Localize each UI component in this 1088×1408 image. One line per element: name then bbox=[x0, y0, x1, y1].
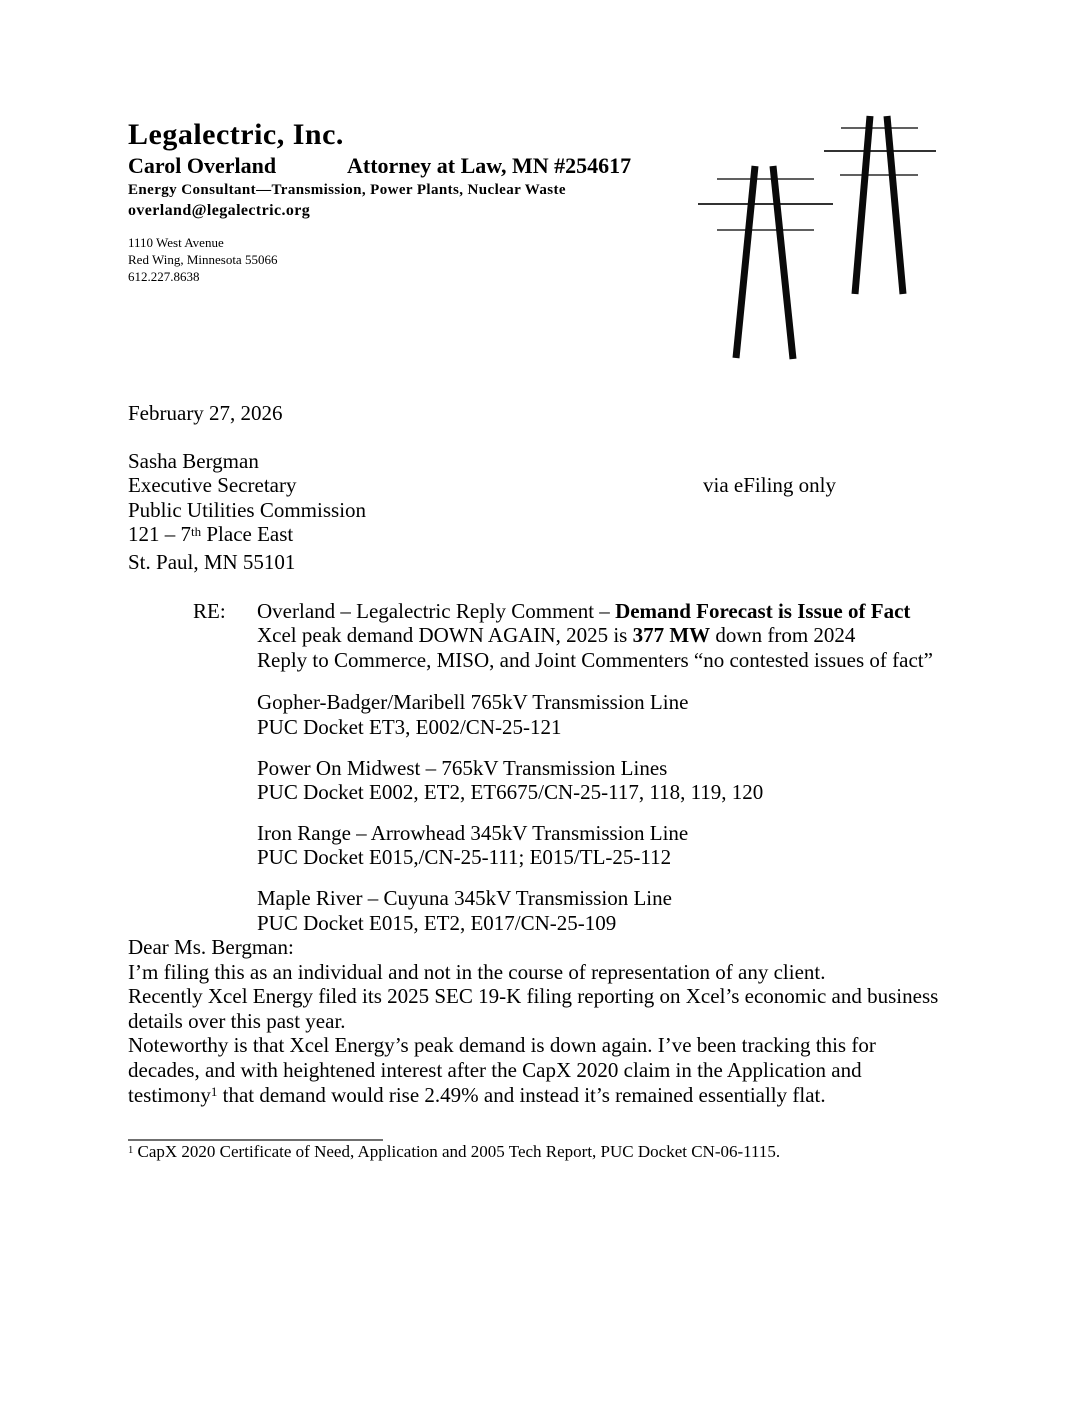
footnote bbox=[128, 1141, 952, 1165]
docket-list bbox=[257, 690, 952, 935]
footnote-reference: 1 bbox=[210, 1083, 218, 1099]
docket-item bbox=[257, 821, 952, 870]
phone-number: 612.227.8638 bbox=[128, 269, 200, 284]
recipient-title: Executive Secretary bbox=[128, 473, 297, 498]
docket-number: PUC Docket ET3, E002/CN-25-121 bbox=[257, 714, 562, 739]
paragraph-3-text: Noteworthy is that Xcel Energy’s peak demand is down again. I’ve been tracking this for decades, and with heightened interest after the CapX 2020 claim in the Application and testimony bbox=[128, 1033, 876, 1107]
letterhead bbox=[128, 118, 688, 285]
street-name: Place East bbox=[201, 522, 294, 547]
paragraph-3 bbox=[128, 1033, 952, 1110]
re-label: RE: bbox=[193, 598, 226, 623]
city-state-zip: Red Wing, Minnesota 55066 bbox=[128, 252, 278, 267]
docket-number: PUC Docket E015,/CN-25-111; E015/TL-25-112 bbox=[257, 845, 672, 870]
paragraph-2: Recently Xcel Energy filed its 2025 SEC 19-K filing reporting on Xcel’s economic and business details over this past year. bbox=[128, 984, 939, 1033]
re-line-2 bbox=[257, 623, 952, 648]
docket-item bbox=[257, 886, 952, 935]
recipient-org: Public Utilities Commission bbox=[128, 497, 367, 522]
re-line2-tail: down from 2024 bbox=[710, 623, 856, 648]
re-line1-emphasis: Demand Forecast is Issue of Fact bbox=[615, 598, 911, 623]
salutation: Dear Ms. Bergman: bbox=[128, 935, 294, 960]
re-subject bbox=[257, 599, 952, 673]
docket-item bbox=[257, 690, 952, 739]
recipient-street bbox=[128, 522, 952, 550]
footnote-text: CapX 2020 Certificate of Need, Application and 2005 Tech Report, PUC Docket CN-06-1115. bbox=[133, 1142, 781, 1162]
recipient-name: Sasha Bergman bbox=[128, 448, 259, 473]
email-address: overland@legalectric.org bbox=[128, 202, 311, 219]
letter-date: February 27, 2026 bbox=[128, 401, 283, 425]
docket-title: Power On Midwest – 765kV Transmission Lines bbox=[257, 755, 668, 780]
re-line2-emphasis: 377 MW bbox=[632, 623, 711, 648]
street-ordinal: th bbox=[191, 523, 202, 539]
footnote-number: 1 bbox=[128, 1144, 134, 1156]
paragraph-1: I’m filing this as an individual and not in the course of representation of any client. bbox=[128, 959, 826, 984]
attorney-title: Attorney at Law, MN #254617 bbox=[347, 153, 632, 178]
street-address: 1110 West Avenue bbox=[128, 235, 224, 250]
re-line1-text: Overland – Legalectric Reply Comment – bbox=[257, 598, 616, 623]
docket-title: Iron Range – Arrowhead 345kV Transmission Line bbox=[257, 820, 689, 845]
tagline: Energy Consultant—Transmission, Power Plants, Nuclear Waste bbox=[128, 182, 566, 198]
company-name: Legalectric, Inc. bbox=[128, 118, 344, 151]
docket-title: Maple River – Cuyuna 345kV Transmission Line bbox=[257, 885, 672, 910]
paragraph-3-tail: that demand would rise 2.49% and instead it’s remained essentially flat. bbox=[217, 1082, 826, 1107]
re-line-3: Reply to Commerce, MISO, and Joint Commenters “no contested issues of fact” bbox=[257, 647, 933, 672]
re-line-1 bbox=[257, 599, 952, 624]
docket-title: Gopher-Badger/Maribell 765kV Transmission Line bbox=[257, 690, 689, 715]
attorney-name: Carol Overland bbox=[128, 153, 277, 178]
letterhead-address bbox=[128, 234, 688, 285]
recipient-city: St. Paul, MN 55101 bbox=[128, 549, 296, 574]
docket-item bbox=[257, 756, 952, 805]
transmission-towers-icon bbox=[690, 100, 946, 365]
docket-number: PUC Docket E015, ET2, E017/CN-25-109 bbox=[257, 910, 617, 935]
street-number: 121 – 7 bbox=[128, 522, 191, 547]
docket-number: PUC Docket E002, ET2, ET6675/CN-25-117, 118, 119, 120 bbox=[257, 780, 764, 805]
attorney-line bbox=[128, 154, 688, 178]
recipient-address bbox=[128, 449, 952, 575]
re-line2-text: Xcel peak demand DOWN AGAIN, 2025 is bbox=[257, 623, 633, 648]
delivery-method: via eFiling only bbox=[703, 473, 836, 497]
re-block bbox=[128, 599, 952, 673]
letter-body bbox=[128, 401, 952, 1165]
